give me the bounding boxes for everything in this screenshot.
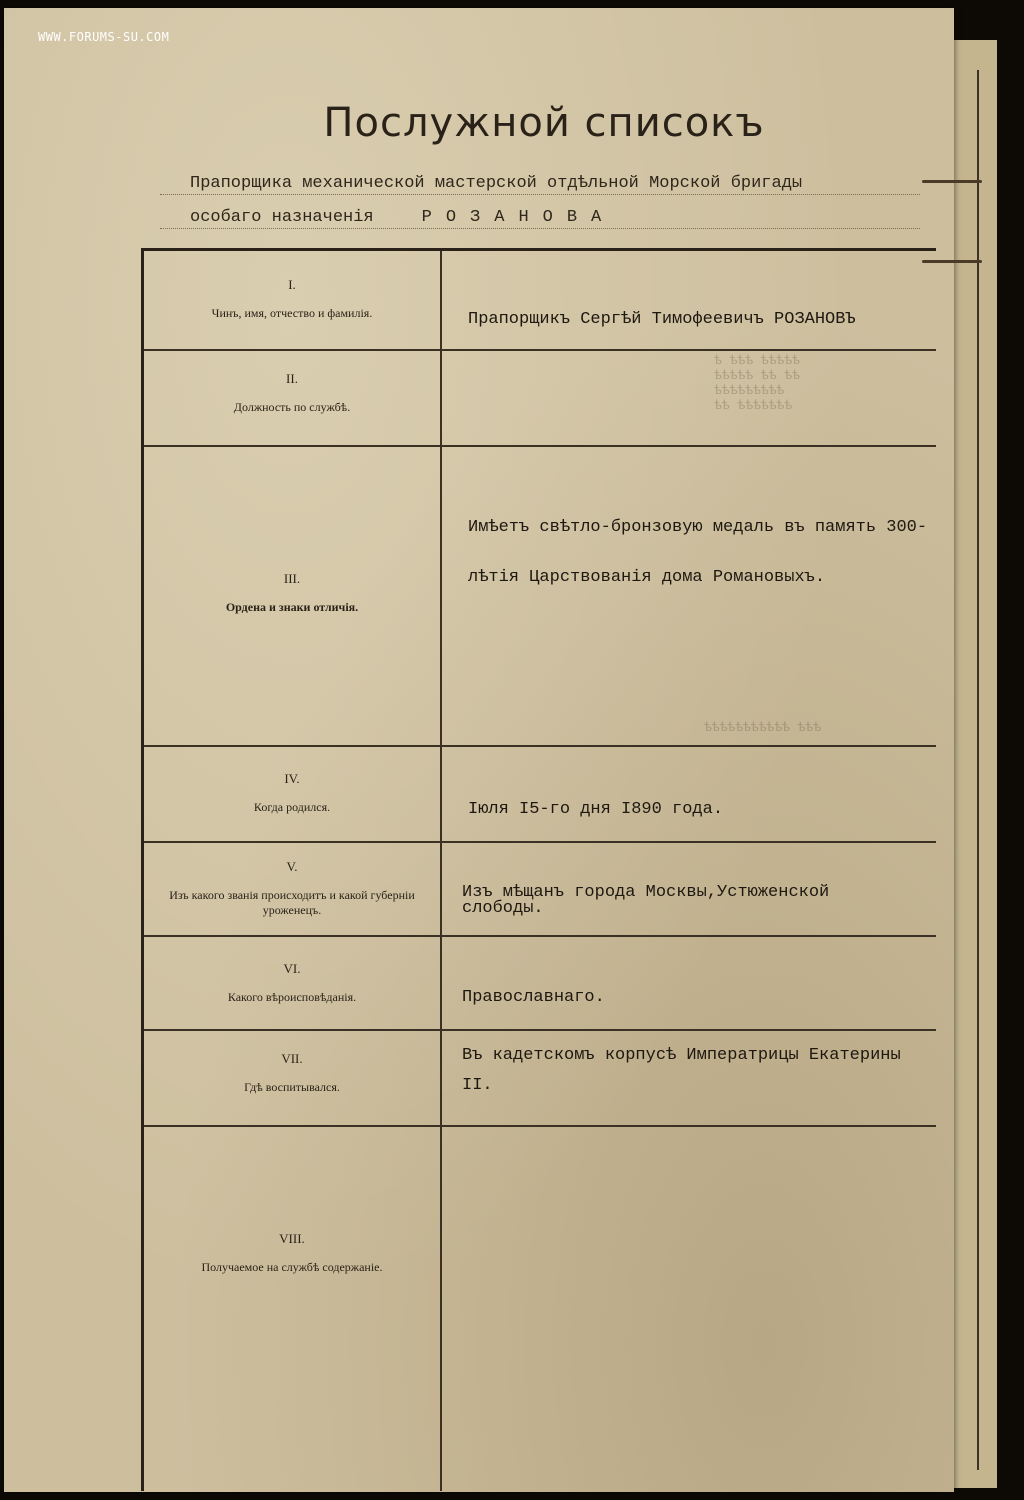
row-label-8: VIII. Получаемое на службѣ содержаніе. bbox=[201, 1231, 383, 1274]
row-value-3: Имѣетъ свѣтло-бронзовую медаль въ память 300-лѣтія Царствованія дома Романовыхъ. bbox=[468, 518, 928, 587]
bleed-through-text: ѣ ѣѣѣ ѣѣѣѣѣ ѣѣѣѣѣ ѣѣ ѣѣ ѣѣѣѣѣѣѣѣѣ ѣѣ ѣѣѣѣѣѣѣ bbox=[714, 353, 800, 413]
row-label-4: IV. Когда родился. bbox=[253, 771, 331, 814]
row-value-4: Іюля I5-го дня I890 года. bbox=[468, 800, 724, 819]
document-page bbox=[4, 8, 954, 1492]
row-label-5: V. Изъ какого званія происходитъ и какой губерніи уроженецъ. bbox=[169, 859, 415, 917]
binding-thread bbox=[922, 180, 982, 183]
dotted-line bbox=[160, 228, 920, 229]
row-value-7: Въ кадетскомъ корпусѣ Императрицы Екатерины II. bbox=[462, 1046, 901, 1095]
row-label-3: III. Ордена и знаки отличія. bbox=[225, 571, 359, 614]
row-divider bbox=[144, 841, 936, 843]
bleed-through-text: ѣѣѣѣѣѣѣѣѣѣѣ ѣѣѣ bbox=[704, 720, 822, 735]
row-value-5: Изъ мѣщанъ города Москвы,Устюженской слободы. bbox=[462, 883, 830, 918]
subtitle-line-2 bbox=[190, 208, 615, 227]
row-divider bbox=[144, 935, 936, 937]
row-label-1: I. Чинъ, имя, отчество и фамилія. bbox=[211, 277, 373, 320]
dotted-line bbox=[160, 194, 920, 195]
row-divider bbox=[144, 1029, 936, 1031]
row-label-2: II. Должность по службѣ. bbox=[233, 371, 351, 414]
document-title: Послужной списокъ bbox=[323, 100, 765, 146]
service-record-table bbox=[141, 248, 936, 1491]
subtitle-line-1: Прапорщика механической мастерской отдѣльной Морской бригады bbox=[190, 174, 803, 193]
subject-surname: РОЗАНОВА bbox=[421, 208, 616, 227]
row-label-7: VII. Гдѣ воспитывался. bbox=[244, 1051, 340, 1094]
row-divider bbox=[144, 1125, 936, 1127]
column-divider bbox=[440, 251, 442, 1491]
row-label-6: VI. Какого вѣроисповѣданія. bbox=[227, 961, 357, 1004]
row-divider bbox=[144, 445, 936, 447]
row-divider bbox=[144, 745, 936, 747]
row-value-1: Прапорщикъ Сергѣй Тимофеевичъ РОЗАНОВЪ bbox=[468, 310, 856, 329]
row-value-6: Православнаго. bbox=[462, 988, 605, 1007]
subtitle-assignment: особаго назначенія bbox=[190, 208, 374, 227]
forum-watermark: WWW.FORUMS-SU.COM bbox=[38, 30, 170, 44]
row-divider bbox=[144, 349, 936, 351]
